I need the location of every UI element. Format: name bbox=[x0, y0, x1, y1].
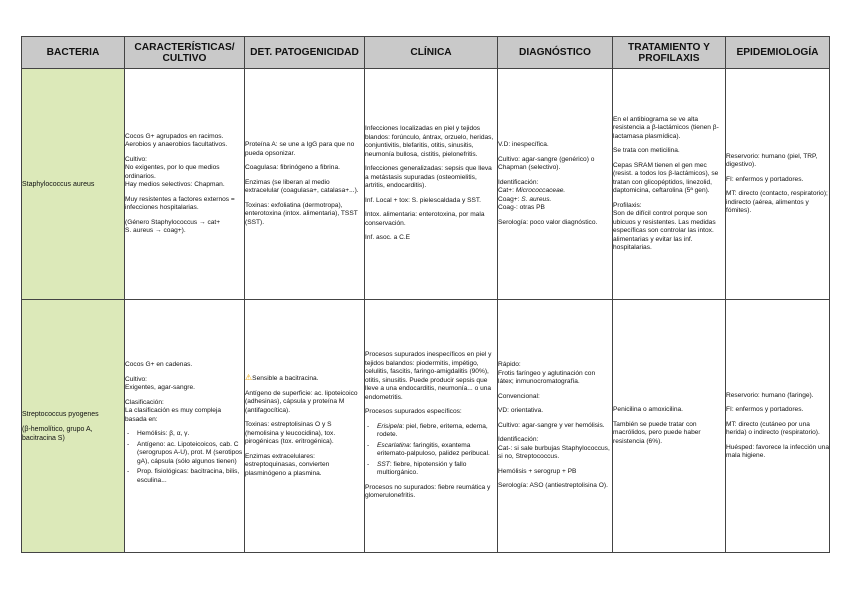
clinica-cell bbox=[365, 300, 498, 553]
cell-text: V.D: inespecífica. bbox=[498, 141, 549, 148]
cell-text: Coagulasa: fibrinógeno a fibrina. bbox=[245, 164, 340, 171]
epidemiologia-cell bbox=[726, 300, 830, 553]
cell-text: Coag+: bbox=[498, 195, 522, 203]
list-item-text: : faringitis, exantema eritemato-palpuloso, palidez peribucal. bbox=[377, 441, 490, 458]
cell-text: Rápido: Frotis faríngeo y aglutinación con látex; inmunocromatografía. bbox=[498, 361, 596, 386]
cell-text: Cultivo: Exigentes, agar-sangre. bbox=[125, 375, 196, 391]
header-bacteria: BACTERIA bbox=[22, 37, 125, 69]
patogenicidad-cell bbox=[245, 300, 365, 553]
cell-text: Se trata con meticilina. bbox=[613, 147, 680, 154]
clasificacion-list bbox=[125, 430, 244, 485]
cell-text-italic: S. aureus. bbox=[521, 195, 552, 203]
cell-text: Intox. alimentaria: enterotoxina, por mala conservación. bbox=[365, 211, 485, 227]
cell-text: Reservorio: humano (faringe). bbox=[726, 391, 814, 399]
header-tratamiento: TRATAMIENTO Y PROFILAXIS bbox=[613, 37, 726, 69]
patogenicidad-cell bbox=[245, 69, 365, 300]
cell-text: Inf. asoc. a C.E bbox=[365, 234, 411, 242]
cell-text: Serología: ASO (antiestreptolisina O). bbox=[498, 482, 608, 490]
header-caracteristicas: CARACTERÍSTICAS/ CULTIVO bbox=[125, 37, 245, 69]
cell-text: Proteína A: se une a IgG para que no pueda opsonizar. bbox=[245, 141, 355, 157]
cell-text: (Género Staphylococcus → cat+ S. aureus → coag+). bbox=[125, 218, 221, 234]
bacteria-cell bbox=[22, 300, 125, 553]
cell-text: MT: directo (contacto, respiratorio); indirecto (aérea, alimentos y fómites). bbox=[726, 190, 828, 214]
cell-text: Infecciones localizadas en piel y tejidos blandos: forúnculo, ántrax, orzuelo, heridas, conjuntivitis, blefaritis, otitis, sinusitis, neumonía bullosa, cistitis, pielonefritis. bbox=[365, 125, 494, 158]
cell-text: Antígeno de superficie: ac. lipoteicoico (adhesinas), cápsula y proteína M (antifagocítica). bbox=[245, 389, 358, 414]
list-item-text: : piel, fiebre, eritema, edema, rodete. bbox=[377, 422, 488, 439]
cell-text: Cat+: bbox=[498, 187, 516, 194]
cell-text: Clasificación: La clasificación es muy compleja basada en: bbox=[125, 398, 222, 423]
cell-text: Inf. Local + tox: S. pielescaldada y SST. bbox=[365, 196, 482, 204]
bacteria-table bbox=[21, 36, 830, 553]
cell-text: Hemólisis + serogrup + PB bbox=[498, 467, 577, 475]
header-diagnostico: DIAGNÓSTICO bbox=[498, 37, 613, 69]
cell-text: Coag-: otras PB bbox=[498, 204, 545, 211]
tratamiento-cell bbox=[613, 69, 726, 300]
sensible-bacitracina bbox=[245, 374, 364, 384]
diagnostico-cell bbox=[498, 300, 613, 553]
header-patogenicidad: DET. PATOGENICIDAD bbox=[245, 37, 365, 69]
clinica-cell bbox=[365, 69, 498, 300]
cell-text: MT: directo (cutáneo por una herida) o indirecto (respiratorio). bbox=[726, 420, 820, 436]
cell-text: Sensible a bacitracina. bbox=[252, 375, 319, 382]
bacteria-cell bbox=[22, 69, 125, 300]
cell-text-italic: Micrococcaceae. bbox=[515, 187, 566, 194]
tratamiento-cell bbox=[613, 300, 726, 553]
cell-text: Identificación: Cat-: si sale burbujas Staphylococcus, si no, Streptococcus. bbox=[498, 436, 610, 461]
cell-text: Procesos supurados inespecíficos en piel y tejidos balandos: piodermitis, impétigo, celulitis, fascitis, faringo-amigdalitis (90%), otitis, sinusitis. Puede producir sepsis que lleve a una endocarditis, neumonía... o una endometritis. bbox=[365, 351, 492, 401]
list-item-term: Escarlatina bbox=[377, 441, 410, 449]
cell-text: Enzimas (se liberan al medio extracelular (coagulasa+, catalasa+...). bbox=[245, 178, 359, 194]
bacteria-name: Staphylococcus aureus bbox=[22, 180, 95, 188]
list-item: - Antígeno: ac. Lipoteicoicos, cab. C (serogrupos A-U), prot. M (serotipos gA), cápsula (sólo algunos tienen) bbox=[137, 441, 244, 467]
cell-text: Toxinas: estreptolisinas O y S (hemolisina y leucocidina), tox. pirogénicas (tox. eritrogénica). bbox=[245, 421, 336, 445]
cell-text: En el antibiograma se ve alta resistencia a β-lactámicos (tienen β-lactamasa plasmídica). bbox=[613, 115, 719, 140]
header-row bbox=[22, 37, 830, 69]
diagnostico-cell bbox=[498, 69, 613, 300]
cell-text: FI: enfermos y portadores. bbox=[726, 175, 804, 183]
list-item: - Hemólisis: β, α, γ. bbox=[137, 430, 244, 439]
cell-text: Infecciones generalizadas: sepsis que lleva a metástasis supuradas (osteomielitis, artritis, endocarditis). bbox=[365, 165, 492, 190]
table-row bbox=[22, 300, 830, 553]
list-item-term: SST bbox=[377, 460, 390, 468]
cell-text: VD: orientativa. bbox=[498, 407, 544, 415]
cell-text: Convencional: bbox=[498, 392, 540, 400]
header-clinica: CLÍNICA bbox=[365, 37, 498, 69]
supurados-list bbox=[365, 423, 497, 478]
cell-text: Huésped: favorece la infección una mala higiene. bbox=[726, 443, 830, 459]
cell-text: Procesos supurados específicos: bbox=[365, 408, 462, 416]
cell-text: Cocos G+ en cadenas. bbox=[125, 361, 193, 368]
cell-text: Toxinas: exfoliatina (dermotropa), enterotoxina (intox. alimentaria), TSST (SST). bbox=[245, 201, 358, 226]
cell-text: Enzimas extracelulares: estreptoquinasas, convierten plasminógeno a plasmina. bbox=[245, 452, 330, 477]
bacteria-subtitle: (β-hemolítico, grupo A, bacitracina S) bbox=[22, 425, 93, 442]
cell-text: Cocos G+ agrupados en racimos. Aerobios y anaerobios facultativos. bbox=[125, 132, 228, 148]
cell-text: Cultivo: agar-sangre y ver hemólisis. bbox=[498, 421, 605, 429]
cell-text: Cepas SRAM tienen el gen mec (resist. a todos los β-lactámicos), se tratan con glicopéptidos, linezolid, daptomicina, ceftarolina (5ª gen). bbox=[613, 161, 719, 194]
cell-text: Profilaxis: Son de difícil control porque son ubicuos y resistentes. Las medidas específicas son controlar las intox. alimentarias y evitar las inf. hospitalarias. bbox=[613, 201, 716, 251]
list-item bbox=[377, 461, 497, 478]
list-item-text: : fiebre, hipotensión y fallo multiorgánico. bbox=[377, 460, 467, 477]
cell-text: Muy resistentes a factores externos = infecciones hospitalarias. bbox=[125, 195, 235, 211]
cell-text: Cultivo: agar-sangre (genérico) o Chapman (selectivo). bbox=[498, 155, 595, 171]
header-epidemiologia: EPIDEMIOLOGÍA bbox=[726, 37, 830, 69]
cell-text: Reservorio: humano (piel, TRP, digestivo). bbox=[726, 152, 818, 168]
epidemiologia-cell bbox=[726, 69, 830, 300]
cell-text: Penicilina o amoxicilina. bbox=[613, 406, 684, 413]
identificacion-block bbox=[498, 179, 612, 213]
cell-text: Identificación: bbox=[498, 178, 539, 186]
warning-icon: ⚠ bbox=[245, 373, 253, 382]
caracteristicas-cell bbox=[125, 69, 245, 300]
list-item: - Prop. fisiológicas: bacitracina, bilis, esculina... bbox=[137, 468, 244, 485]
cell-text: Serología: poco valor diagnóstico. bbox=[498, 218, 598, 226]
list-item bbox=[377, 423, 497, 440]
caracteristicas-cell bbox=[125, 300, 245, 553]
cell-text: También se puede tratar con macrólidos, pero puede haber resistencia (6%). bbox=[613, 420, 701, 445]
list-item-term: Erisipela bbox=[377, 422, 403, 430]
list-item bbox=[377, 442, 497, 459]
cell-text: FI: enfermos y portadores. bbox=[726, 406, 804, 413]
bacteria-name: Streptococcus pyogenes bbox=[22, 410, 99, 418]
cell-text: Cultivo: No exigentes, por lo que medios ordinarios. Hay medios selectivos: Chapman. bbox=[125, 155, 225, 188]
table-row bbox=[22, 69, 830, 300]
cell-text: Procesos no supurados: fiebre reumática y glomerulonefritis. bbox=[365, 483, 491, 500]
